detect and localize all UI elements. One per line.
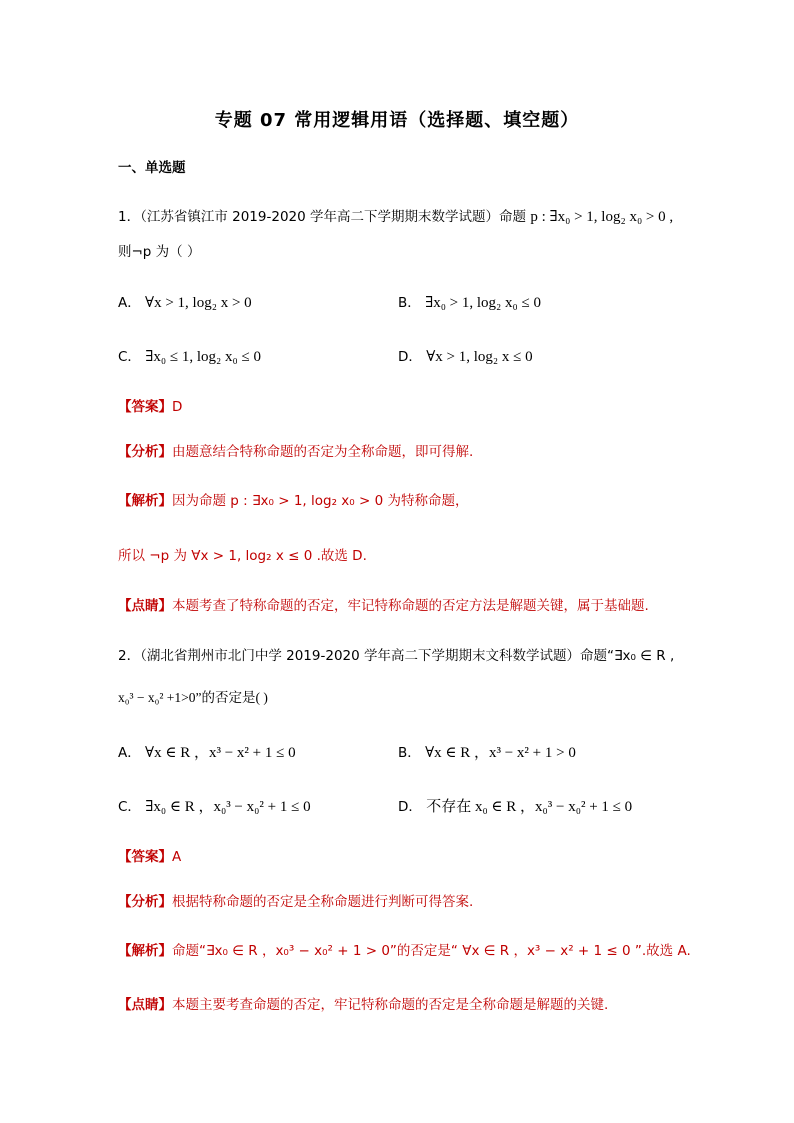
comment-text: 本题考查了特称命题的否定，牢记特称命题的否定方法是解题关键，属于基础题. [172,598,649,614]
question-1-option-d [398,347,533,367]
question-1-stem [118,207,673,227]
answer-tag: 【答案】 [118,399,172,415]
question-1-stem-math: p : ∃x₀ > 1, log₂ x₀ > 0 , [530,209,674,225]
question-2-option-b [398,743,576,763]
question-1-stem-line2: 则¬p 为（ ） [118,244,201,260]
option-label: D． [398,349,422,365]
question-2-solution [118,941,691,961]
option-math: ∀x > 1, log₂ x > 0 [145,295,252,311]
option-label: A． [118,745,141,761]
question-1-solution [118,491,468,511]
question-2-stem-line2: x₀³ − x₀² +1>0”的否定是( ) [118,690,268,705]
question-2-answer [118,847,181,867]
comment-tag: 【点睛】 [118,598,172,614]
question-2-option-d [398,797,632,817]
solution-tag: 【解析】 [118,943,172,959]
answer-value: D [172,399,183,415]
question-2-comment [118,995,608,1015]
option-math: ∃x₀ ∈ R ，x₀³ − x₀² + 1 ≤ 0 [145,799,311,815]
question-1-analysis [118,442,473,462]
question-2-stem: 2．（湖北省荆州市北门中学 2019-2020 学年高二下学期期末文科数学试题）命题“∃x₀ ∈ R , [118,648,675,664]
solution-tag: 【解析】 [118,493,172,509]
option-label: B． [398,295,421,311]
question-1-solution-line2: 所以 ¬p 为 ∀x > 1, log₂ x ≤ 0 .故选 D. [118,548,367,564]
option-math: 不存在 x₀ ∈ R ，x₀³ − x₀² + 1 ≤ 0 [426,799,633,815]
solution-text: 命题“∃x₀ ∈ R ，x₀³ − x₀² + 1 > 0”的否定是“ ∀x ∈ R ，x³ − x² + 1 ≤ 0 ”.故选 A. [172,943,691,959]
answer-tag: 【答案】 [118,849,172,865]
analysis-tag: 【分析】 [118,444,172,460]
option-label: C． [118,349,141,365]
question-1-answer [118,397,182,417]
solution-text-1: 因为命题 p : ∃x₀ > 1, log₂ x₀ > 0 为特称命题， [172,493,469,509]
question-1-option-a [118,293,252,313]
question-1-option-c [118,347,261,367]
question-2-option-a [118,743,296,763]
option-label: D． [398,799,422,815]
question-2-analysis [118,892,473,912]
option-math: ∀x ∈ R ，x³ − x² + 1 > 0 [425,745,576,761]
option-math: ∃x₀ > 1, log₂ x₀ ≤ 0 [425,295,541,311]
option-math: ∀x > 1, log₂ x ≤ 0 [426,349,533,365]
analysis-text: 由题意结合特称命题的否定为全称命题，即可得解. [172,444,474,460]
option-label: B． [398,745,421,761]
question-2-option-c [118,797,311,817]
option-math: ∀x ∈ R ，x³ − x² + 1 ≤ 0 [145,745,296,761]
comment-tag: 【点睛】 [118,997,172,1013]
analysis-text: 根据特称命题的否定是全称命题进行判断可得答案. [172,894,474,910]
option-label: A． [118,295,141,311]
question-1-stem-text: 1．（江苏省镇江市 2019-2020 学年高二下学期期末数学试题）命题 [118,209,527,225]
comment-text: 本题主要考查命题的否定，牢记特称命题的否定是全称命题是解题的关键. [172,997,609,1013]
option-math: ∃x₀ ≤ 1, log₂ x₀ ≤ 0 [145,349,261,365]
analysis-tag: 【分析】 [118,894,172,910]
section-heading: 一、单选题 [118,160,186,176]
question-1-comment [118,596,649,616]
page-title: 专题 07 常用逻辑用语（选择题、填空题） [214,110,580,131]
question-1-option-b [398,293,541,313]
option-label: C． [118,799,141,815]
answer-value: A [172,849,182,865]
